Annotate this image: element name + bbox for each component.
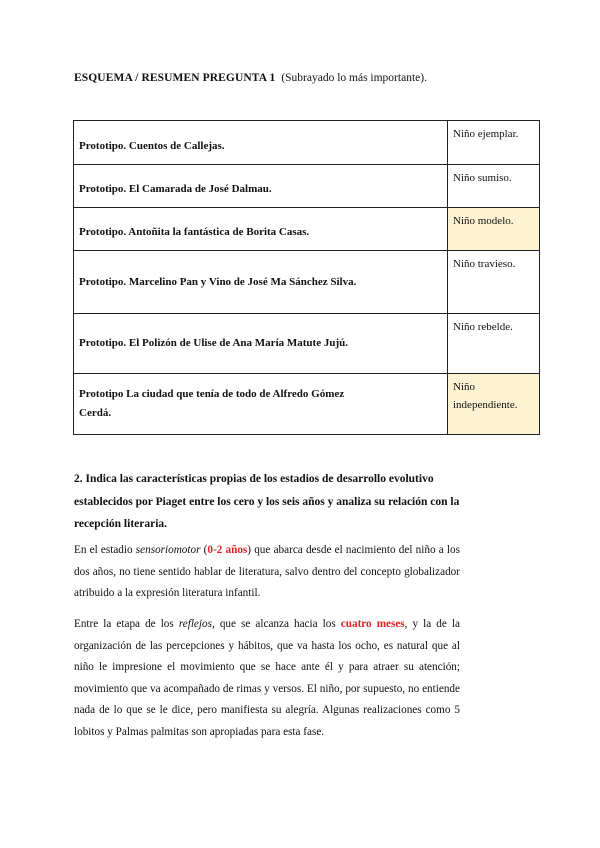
paragraph-text: , y la de la organización de las percepciones y hábitos, que va hasta los ocho, es natural que al niño le impresione el movimiento que se hace ante él y para atraer su atención; movimiento que va acompañado de rimas y versos. El niño, por supuesto, no entiende nada de lo que se le dice, pero manifiesta su alegría. Algunas realizaciones como 5 lobitos y Palmas palmitas son apropiadas para esta fase. — [74, 618, 460, 738]
prototype-work-cell: Prototipo. Marcelino Pan y Vino de José Ma Sánchez Silva. — [74, 251, 448, 314]
prototype-work-cell: Prototipo. El Polizón de Ulise de Ana María Matute Jujú. — [74, 314, 448, 374]
child-type-cell: Niño independiente. — [448, 374, 540, 435]
prototype-work-cell: Prototipo La ciudad que tenía de todo de Alfredo Gómez Cerdá. — [74, 374, 448, 435]
highlighted-term: cuatro meses — [340, 618, 405, 630]
heading-note: (Subrayado lo más importante). — [281, 72, 427, 84]
child-type-cell: Niño sumiso. — [448, 165, 540, 208]
prototype-table — [73, 120, 540, 435]
paragraph-text: En el estadio — [74, 544, 136, 556]
italic-term: reflejos — [178, 618, 212, 630]
table-row — [74, 374, 540, 435]
prototype-work-cell: Prototipo. Cuentos de Callejas. — [74, 121, 448, 165]
question-heading: 2. Indica las características propias de los estadios de desarrollo evolutivo establecidos por Piaget entre los cero y los seis años y analiza su relación con la recepción literaria. — [74, 473, 460, 530]
heading-title: ESQUEMA / RESUMEN PREGUNTA 1 — [74, 72, 276, 84]
table-row — [74, 165, 540, 208]
child-type-cell: Niño travieso. — [448, 251, 540, 314]
child-type-cell: Niño rebelde. — [448, 314, 540, 374]
table-row — [74, 121, 540, 165]
section-heading — [74, 72, 427, 84]
paragraph-text: , que se alcanza hacia los — [211, 618, 341, 630]
prototype-work-cell: Prototipo. Antoñita la fantástica de Borita Casas. — [74, 208, 448, 251]
body-paragraph — [74, 540, 460, 605]
paragraph-text: ) que abarca desde el nacimiento del niño a los dos años, no tiene sentido hablar de literatura, salvo dentro del concepto globalizador atribuido a la expresión literatura infantil. — [74, 544, 460, 599]
table-row — [74, 251, 540, 314]
prototype-work-cell: Prototipo. El Camarada de José Dalmau. — [74, 165, 448, 208]
child-type-cell: Niño ejemplar. — [448, 121, 540, 165]
child-type-cell: Niño modelo. — [448, 208, 540, 251]
paragraph-text: ( — [200, 544, 208, 556]
paragraph-text: Entre la etapa de los — [74, 618, 179, 630]
body-paragraph — [74, 614, 460, 743]
italic-term: sensoriomotor — [135, 544, 201, 556]
highlighted-term: 0-2 años — [207, 544, 248, 556]
table-row — [74, 208, 540, 251]
table-row — [74, 314, 540, 374]
